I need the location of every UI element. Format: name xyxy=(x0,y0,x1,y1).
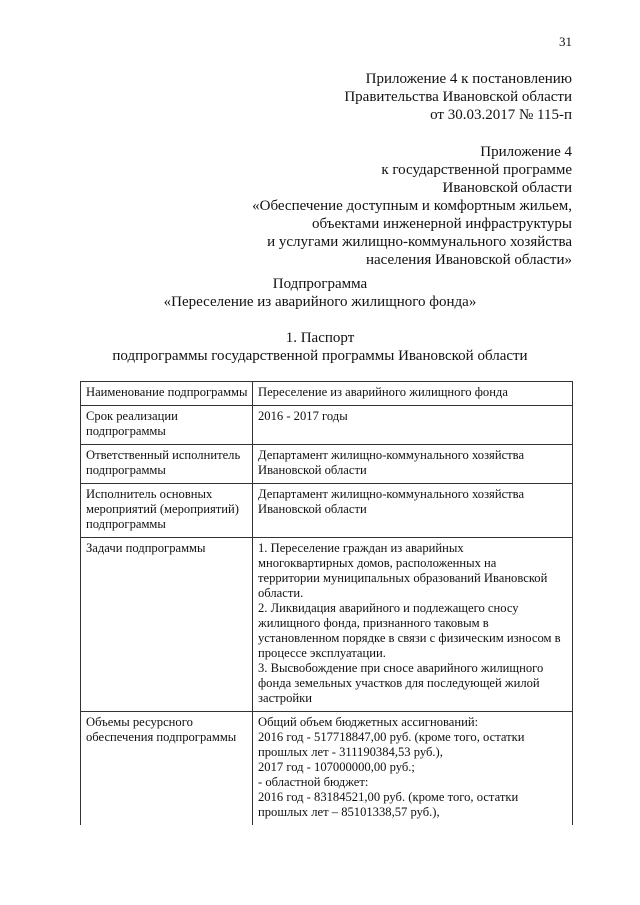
passport-label-cell xyxy=(81,445,253,484)
cell-text-line: фонда земельных участков для последующей жилой xyxy=(258,676,540,690)
cell-text-line: Срок реализации xyxy=(86,409,178,423)
cell-text-line: 3. Высвобождение при сносе аварийного жилищного xyxy=(258,661,544,675)
passport-value-cell xyxy=(253,712,573,826)
cell-text-line: мероприятий (мероприятий) xyxy=(86,502,239,516)
header-line: «Обеспечение доступным и комфортным жильем, xyxy=(252,198,572,214)
cell-text-line: территории муниципальных образований Ивановской xyxy=(258,571,548,585)
header-line: Приложение 4 к постановлению xyxy=(365,71,572,87)
header-line: от 30.03.2017 № 115-п xyxy=(430,107,572,123)
header-line: населения Ивановской области» xyxy=(365,252,572,268)
page-number: 31 xyxy=(559,34,572,49)
header-line: объектами инженерной инфраструктуры xyxy=(312,216,572,232)
header-line: Ивановской области xyxy=(442,180,572,196)
passport-title xyxy=(0,329,640,365)
cell-text-line: Наименование подпрограммы xyxy=(86,385,248,399)
passport-value-cell xyxy=(253,538,573,712)
cell-text-line: Переселение из аварийного жилищного фонда xyxy=(258,385,508,399)
cell-text-line: Департамент жилищно-коммунального хозяйства xyxy=(258,487,525,501)
passport-label-cell xyxy=(81,712,253,826)
cell-text-line: Ивановской области xyxy=(258,463,367,477)
header-line: и услугами жилищно-коммунального хозяйства xyxy=(267,234,572,250)
passport-label-cell xyxy=(81,382,253,406)
cell-text-line: Задачи подпрограммы xyxy=(86,541,206,555)
passport-value-cell xyxy=(253,406,573,445)
appendix-resolution-header xyxy=(344,70,572,124)
cell-text-line: - областной бюджет: xyxy=(258,775,369,789)
cell-text-line: прошлых лет - 311190384,53 руб.), xyxy=(258,745,443,759)
passport-label-cell xyxy=(81,484,253,538)
passport-row xyxy=(81,445,573,484)
cell-text-line: Департамент жилищно-коммунального хозяйства xyxy=(258,448,525,462)
cell-text-line: области. xyxy=(258,586,304,600)
cell-text-line: обеспечения подпрограммы xyxy=(86,730,237,744)
appendix-program-header xyxy=(252,143,572,269)
header-line: Правительства Ивановской области xyxy=(344,89,572,105)
title-line: подпрограммы государственной программы Ивановской области xyxy=(112,348,528,364)
title-line: Подпрограмма xyxy=(272,276,368,292)
passport-table-body xyxy=(81,382,573,826)
cell-text-line: 1. Переселение граждан из аварийных xyxy=(258,541,464,555)
passport-value-cell xyxy=(253,382,573,406)
passport-row xyxy=(81,382,573,406)
cell-text-line: Ответственный исполнитель xyxy=(86,448,241,462)
cell-text-line: Ивановской области xyxy=(258,502,367,516)
cell-text-line: Объемы ресурсного xyxy=(86,715,193,729)
title-line: «Переселение из аварийного жилищного фонда» xyxy=(163,294,477,310)
cell-text-line: Общий объем бюджетных ассигнований: xyxy=(258,715,479,729)
cell-text-line: установленном порядке в связи с физическим износом в xyxy=(258,631,561,645)
cell-text-line: процессе эксплуатации. xyxy=(258,646,386,660)
passport-row xyxy=(81,538,573,712)
passport-label-cell xyxy=(81,406,253,445)
cell-text-line: 2016 - 2017 годы xyxy=(258,409,348,423)
title-line: 1. Паспорт xyxy=(285,330,355,346)
cell-text-line: прошлых лет – 85101338,57 руб.), xyxy=(258,805,440,819)
cell-text-line: 2017 год - 107000000,00 руб.; xyxy=(258,760,415,774)
header-line: Приложение 4 xyxy=(480,144,572,160)
cell-text-line: подпрограммы xyxy=(86,463,166,477)
passport-row xyxy=(81,406,573,445)
cell-text-line: 2016 год - 517718847,00 руб. (кроме того, остатки xyxy=(258,730,525,744)
cell-text-line: 2016 год - 83184521,00 руб. (кроме того, остатки xyxy=(258,790,519,804)
cell-text-line: застройки xyxy=(258,691,313,705)
passport-label-cell xyxy=(81,538,253,712)
passport-value-cell xyxy=(253,445,573,484)
subprogram-title xyxy=(0,275,640,311)
cell-text-line: многоквартирных домов, расположенных на xyxy=(258,556,497,570)
passport-table xyxy=(80,381,573,825)
header-line: к государственной программе xyxy=(381,162,572,178)
cell-text-line: 2. Ликвидация аварийного и подлежащего сносу xyxy=(258,601,519,615)
passport-row xyxy=(81,484,573,538)
passport-value-cell xyxy=(253,484,573,538)
cell-text-line: подпрограммы xyxy=(86,424,166,438)
cell-text-line: жилищного фонда, признанного таковым в xyxy=(258,616,489,630)
cell-text-line: подпрограммы xyxy=(86,517,166,531)
passport-row xyxy=(81,712,573,826)
cell-text-line: Исполнитель основных xyxy=(86,487,213,501)
